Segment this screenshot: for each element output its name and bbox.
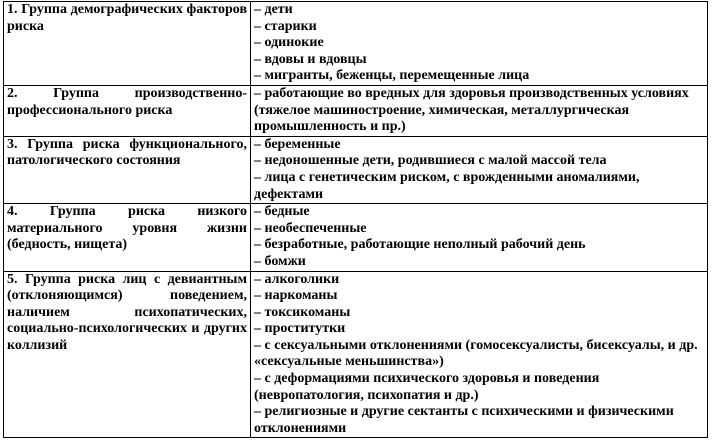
category-cell [4,2,251,86]
items-cell [251,204,708,271]
table-row [4,85,708,136]
list-item: – токсикоманы [254,304,351,320]
list-item: – вдовы и вдовцы [254,51,367,67]
list-item: – с сексуальными отклонениями (гомосексуалисты, бисексуалы, и др. «сексуальные меньшинства») [254,337,698,370]
category-label: 4. Группа риска низкого материального уровня жизни (бедность, нищета) [7,204,247,253]
list-item: – одинокие [254,35,324,51]
list-item: – религиозные и другие сектанты с психическими и физическими отклонениями [254,404,674,436]
table-row [4,136,708,203]
list-item: – необеспеченные [254,220,367,236]
category-cell [4,204,251,271]
category-cell [4,271,251,438]
list-item: – лица с генетическим риском, с врожденными аномалиями, дефектами [254,169,640,202]
list-item: – беременные [254,136,341,152]
list-item: – проститутки [254,321,346,337]
list-item: – наркоманы [254,288,338,304]
category-label: 5. Группа риска лиц с девиантным (отклоняющимся) поведением, наличием психопатических, социально-психологических и других коллизий [7,271,247,353]
table-row [4,204,708,271]
list-item: – бомжи [254,253,306,269]
list-item: – с деформациями психического здоровья и поведения (невропатология, психопатия и др.) [254,371,600,403]
items-cell [251,2,708,86]
list-item: – недоношенные дети, родившиеся с малой массой тела [254,153,607,169]
items-cell [251,271,708,438]
list-item: – мигранты, беженцы, перемещенные лица [254,68,530,84]
list-item: – алкоголики [254,271,340,287]
category-cell [4,136,251,203]
table-row [4,271,708,438]
category-label: 1. Группа демографических факторов риска [7,2,247,34]
category-label: 3. Группа риска функционального, патологического состояния [7,136,247,169]
category-cell [4,85,251,136]
list-item: – старики [254,18,317,34]
list-item: – дети [254,2,293,17]
category-label: 2. Группа производственно-профессионального риска [7,85,247,118]
table-row [4,2,708,86]
items-cell [251,136,708,203]
risk-groups-table [3,1,708,438]
list-item: – работающие во вредных для здоровья производственных условиях (тяжелое машиностроение, химическая, металлургическая промышленность и пр.) [254,85,689,135]
list-item: – бедные [254,204,310,220]
list-item: – безработные, работающие неполный рабочий день [254,237,586,253]
items-cell [251,85,708,136]
